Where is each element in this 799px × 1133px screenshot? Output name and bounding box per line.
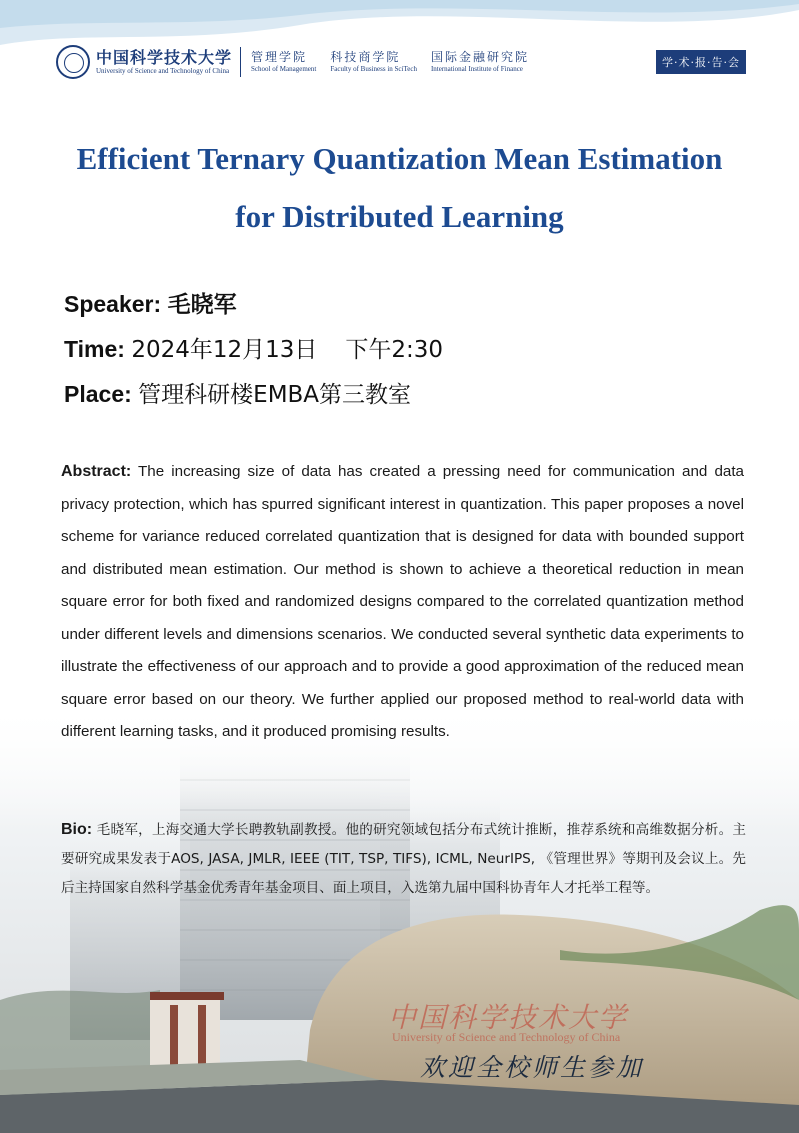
abstract-section	[61, 456, 744, 749]
university-name-cn: 中国科学技术大学	[96, 47, 233, 67]
speaker-label: Speaker:	[64, 291, 162, 317]
rock-inscription-en: University of Science and Technology of China	[392, 1030, 621, 1044]
school-management-cn: 管理学院	[251, 50, 308, 64]
time-row	[64, 327, 443, 372]
campus-scene-illustration	[0, 700, 799, 1133]
school-business-en: Faculty of Business in SciTech	[330, 65, 417, 73]
talk-date: 2024年12月13日	[131, 337, 318, 363]
talk-place: 管理科研楼EMBA第三教室	[138, 382, 412, 408]
speaker-row	[64, 282, 443, 327]
place-label: Place:	[64, 381, 132, 407]
speaker-name: 毛晓军	[167, 292, 237, 318]
school-business	[330, 50, 417, 74]
abstract-label: Abstract:	[61, 463, 132, 480]
welcome-message: 欢迎全校师生参加	[420, 1053, 645, 1082]
header	[56, 42, 746, 82]
talk-title-line2: for Distributed Learning	[235, 199, 564, 234]
school-finance	[431, 50, 529, 74]
seminar-tag: 学·术·报·告·会	[656, 50, 746, 74]
talk-time: 下午2:30	[345, 337, 444, 363]
bio-label: Bio:	[61, 821, 93, 838]
talk-meta	[64, 282, 443, 417]
school-management	[251, 50, 316, 74]
school-business-cn: 科技商学院	[330, 50, 401, 64]
bio-section	[61, 815, 746, 903]
talk-title-line1: Efficient Ternary Quantization Mean Estimation	[76, 141, 723, 176]
school-finance-en: International Institute of Finance	[430, 65, 523, 73]
header-divider	[240, 47, 241, 77]
place-row	[64, 372, 443, 417]
bio-text: 毛晓军，上海交通大学长聘教轨副教授。他的研究领域包括分布式统计推断，推荐系统和高维数据分析。主要研究成果发表于AOS, JASA, JMLR, IEEE (TIT, TSP, TIFS), ICML, NeurIPS, 《管理世界》等期刊及会议上。先后主持国家自然科学基金优秀青年基金项目、面上项目，入选第九届中国科协青年人才托举工程等。	[61, 822, 747, 896]
school-management-en: School of Management	[251, 65, 317, 73]
time-label: Time:	[64, 336, 125, 362]
abstract-text: The increasing size of data has created a pressing need for communication and data privacy protection, which has spurred significant interest in quantization. This paper proposes a novel scheme for variance reduced correlated quantization that is designed for data with bounded support and distributed mean estimation. Our method is shown to achieve a theoretical reduction in mean square error for both fixed and randomized designs compared to the correlated quantization method under different levels and dimensions scenarios. We conducted several synthetic data experiments to illustrate the effectiveness of our approach and to provide a good approximation of the reduced mean square error based on our theory. We further applied our proposed method to real-world data with different learning tasks, and it produced promising results.	[61, 463, 744, 740]
university-logo	[96, 49, 232, 76]
talk-title	[40, 130, 759, 246]
university-name-en: University of Science and Technology of China	[96, 66, 230, 75]
rock-inscription: 中国科学技术大学	[388, 1001, 629, 1034]
school-finance-cn: 国际金融研究院	[430, 50, 529, 64]
university-seal-icon	[56, 45, 90, 79]
